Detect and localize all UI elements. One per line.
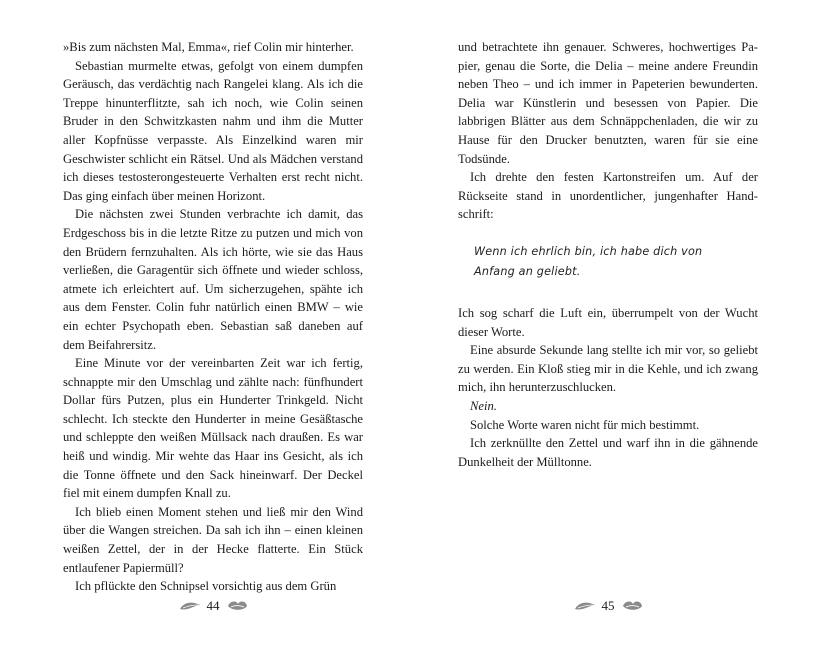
left-page bbox=[63, 38, 363, 596]
paragraph: Ich drehte den festen Kartonstreifen um. Auf der Rückseite stand in unordentlicher, jungenhafter Handschrift: bbox=[458, 170, 758, 222]
leaf-ornament-icon bbox=[574, 600, 596, 612]
italic-line: Nein. bbox=[470, 398, 497, 413]
leaf-ornament-icon bbox=[179, 600, 201, 612]
leaf-ornament-icon bbox=[621, 600, 643, 612]
left-page-folio bbox=[63, 598, 363, 614]
paragraph: Sebastian murmelte etwas, gefolgt von einem dumpfen Geräusch, das verdächtig nach Rangelei klang. Als ich die Treppe hinunterflitzte, sah ich noch, wie Colin seinen Bruder in den Schwitzkasten nahm und ihm die Mutter aller Kopfnüsse verpasste. Als Einzelkind waren mir Geschwister schlicht ein Rätsel. Und als Mädchen verstand ich dieses testosterongesteuerte Verhalten erst recht nicht. Das ging einfach über meinen Horizont. bbox=[63, 58, 363, 203]
paragraph: Ich blieb einen Moment stehen und ließ mir den Wind über die Wangen streichen. Da sah ich ihn – einen kleinen weißen Zettel, der in der Hecke flatterte. Ein Stück entlaufener Papiermüll? bbox=[63, 504, 363, 575]
page-number: 44 bbox=[206, 598, 220, 613]
paragraph: Ich sog scharf die Luft ein, überrumpelt von der Wucht dieser Worte. bbox=[458, 305, 758, 339]
paragraph: Eine absurde Sekunde lang stellte ich mir vor, so geliebt zu werden. Ein Kloß stieg mir in die Kehle, und ich zwang mich, ihn herunterzuschlucken. bbox=[458, 343, 758, 395]
right-page bbox=[458, 38, 758, 471]
leaf-ornament-icon bbox=[226, 600, 248, 612]
paragraph: Ich zerknüllte den Zettel und warf ihn in die gähnende Dunkelheit der Mülltonne. bbox=[458, 436, 758, 469]
paragraph: Eine Minute vor der vereinbarten Zeit war ich fertig, schnappte mir den Umschlag und zählte nach: fünfhundert Dollar fürs Putzen, plus ein Hunderter Trinkgeld. Nicht schlecht. Ich steckte den Hunderter in meine Gesäßtasche und schleppte den weißen Müllsack nach draußen. Es war heiß und windig. Mir wehte das Haar ins Gesicht, als ich die Tonne öffnete und den Sack hineinwarf. Der Deckel fiel mit einem dumpfen Knall zu. bbox=[63, 356, 363, 501]
page-number: 45 bbox=[601, 598, 615, 613]
note-line: Anfang an geliebt. bbox=[474, 264, 581, 278]
handwritten-note bbox=[474, 242, 758, 282]
paragraph: und betrachtete ihn genauer. Schweres, hochwertiges Papier, genau die Sorte, die Delia – meine andere Freundin neben Theo – und ich immer in Papeterien bewunderten. Delia war Künstlerin und besessen von Papier. Die labbrigen Blätter aus dem Schnäppchenladen, die wir zu Hause für den Drucker benutzten, waren für sie eine Todsünde. bbox=[458, 40, 758, 166]
paragraph: »Bis zum nächsten Mal, Emma«, rief Colin mir hinterher. bbox=[63, 40, 354, 54]
note-line: Wenn ich ehrlich bin, ich habe dich von bbox=[474, 244, 703, 258]
right-page-folio bbox=[458, 598, 758, 614]
paragraph: Die nächsten zwei Stunden verbrachte ich damit, das Erdgeschoss bis in die letzte Ritze zu putzen und mich von den Brüdern fernzuhalten. Als ich hörte, wie sie das Haus verließen, die Garagentür sich öffnete und wieder schloss, atmete ich erleichtert auf. Um sicherzugehen, spähte ich aus dem Fenster. Colin fuhr natürlich einen BMW – wie ein echter Psychopath eben. Sebastian saß daneben auf dem Beifahrersitz. bbox=[63, 207, 363, 352]
paragraph: Ich pflückte den Schnipsel vorsichtig aus dem Grün bbox=[75, 579, 337, 594]
paragraph: Solche Worte waren nicht für mich bestimmt. bbox=[470, 417, 700, 432]
